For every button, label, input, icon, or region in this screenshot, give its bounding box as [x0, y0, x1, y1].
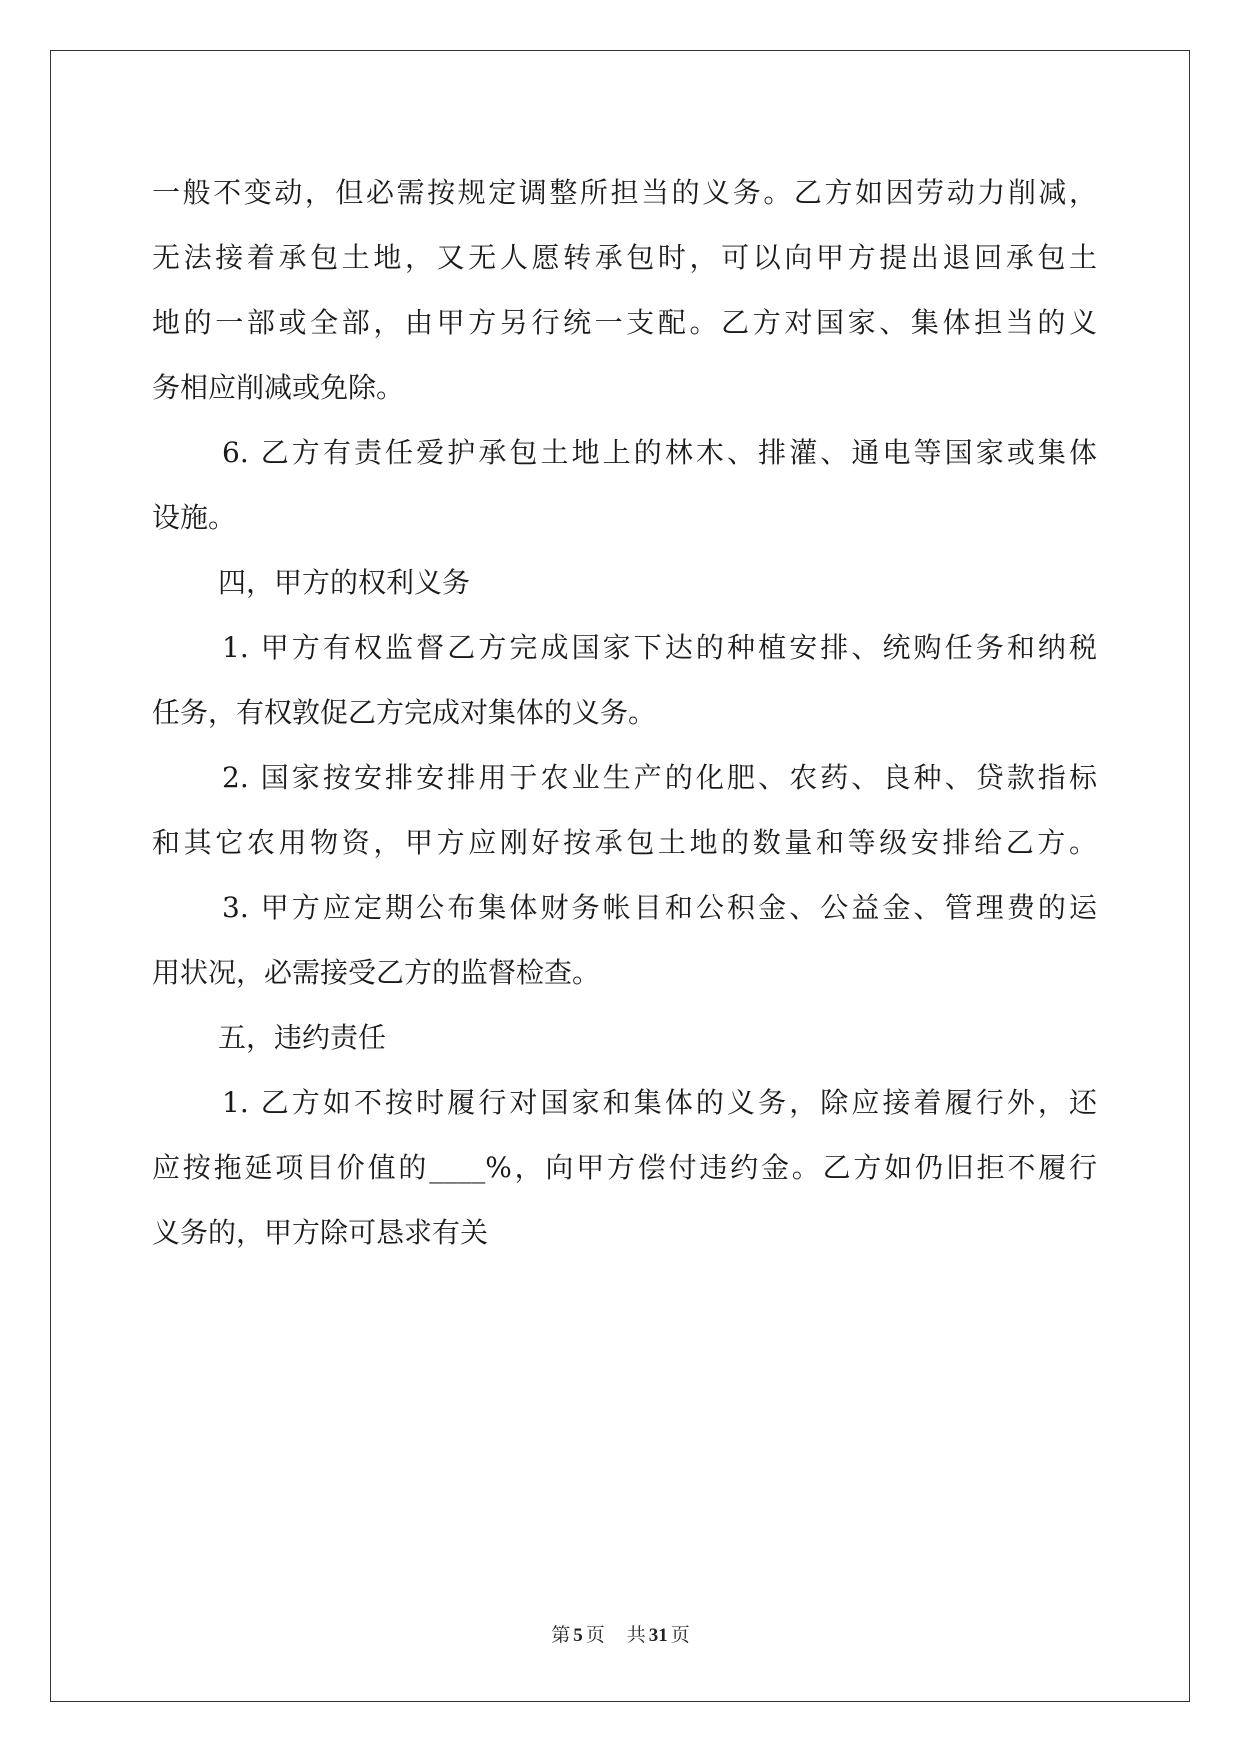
text-line: 和其它农用物资，甲方应刚好按承包土地的数量和等级安排给乙方。: [152, 826, 1097, 859]
footer-total-pages: 31: [648, 1625, 668, 1646]
text-line: 设施。: [152, 501, 237, 534]
text-line: 用状况，必需接受乙方的监督检查。: [152, 956, 601, 989]
text-line: 3. 甲方应定期公布集体财务帐目和公积金、公益金、管理费的运: [222, 891, 1097, 924]
text-line: 6. 乙方有责任爱护承包土地上的林木、排灌、通电等国家或集体: [222, 436, 1097, 469]
section-heading: 五，违约责任: [218, 1021, 387, 1054]
text-line: 1. 乙方如不按时履行对国家和集体的义务，除应接着履行外，还: [222, 1086, 1097, 1119]
text-line: 义务的，甲方除可恳求有关: [152, 1216, 489, 1249]
text-line: 任务，有权敦促乙方完成对集体的义务。: [152, 696, 657, 729]
page-footer: [0, 1620, 1241, 1647]
footer-prefix: 第: [551, 1624, 571, 1646]
text-line: 应按拖延项目价值的____%，向甲方偿付违约金。乙方如仍旧拒不履行: [152, 1151, 1097, 1184]
footer-total-prefix: 共: [626, 1624, 646, 1646]
footer-total-unit: 页: [670, 1624, 690, 1646]
text-line: 1. 甲方有权监督乙方完成国家下达的种植安排、统购任务和纳税: [222, 631, 1097, 664]
section-heading: 四，甲方的权利义务: [218, 566, 471, 599]
text-line: 无法接着承包土地，又无人愿转承包时，可以向甲方提出退回承包土: [152, 241, 1097, 274]
text-line: 一般不变动，但必需按规定调整所担当的义务。乙方如因劳动力削减，: [152, 176, 1097, 209]
document-body: [152, 160, 1097, 1265]
footer-page-unit: 页: [585, 1624, 605, 1646]
text-line: 2. 国家按安排安排用于农业生产的化肥、农药、良种、贷款指标: [222, 761, 1097, 794]
text-line: 务相应削减或免除。: [152, 371, 405, 404]
text-line: 地的一部或全部，由甲方另行统一支配。乙方对国家、集体担当的义: [152, 306, 1097, 339]
footer-page-number: 5: [573, 1625, 583, 1646]
